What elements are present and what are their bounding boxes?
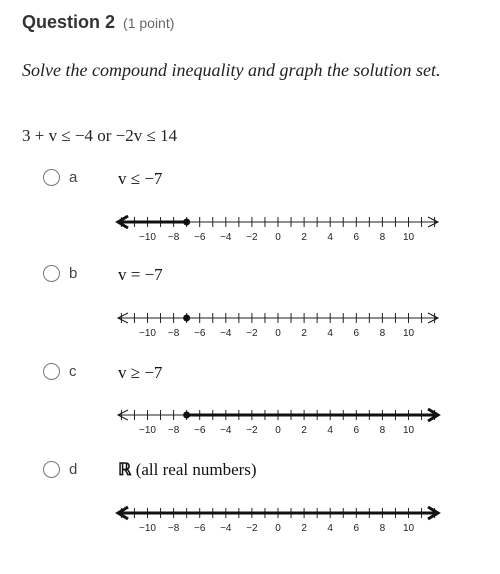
tick-label: −8 (167, 523, 180, 534)
tick-label: −2 (246, 523, 258, 534)
tick-label: −4 (220, 232, 232, 243)
real-numbers-label: (all real numbers) (131, 460, 257, 479)
tick-label: −2 (246, 232, 258, 243)
tick-label: −4 (220, 425, 232, 436)
tick-label: −6 (193, 232, 206, 243)
tick-label: 10 (402, 425, 415, 436)
tick-label: 4 (327, 328, 333, 339)
tick-label: 6 (353, 232, 360, 243)
tick-label: 6 (353, 328, 360, 339)
tick-label: −6 (193, 425, 206, 436)
question-title: Question 2 (22, 12, 116, 32)
tick-label: −8 (167, 328, 180, 339)
answer-option-d[interactable] (0, 458, 500, 554)
tick-label: 4 (327, 425, 333, 436)
question-points: (1 point) (123, 15, 175, 31)
tick-label: −10 (139, 232, 156, 243)
tick-label: 8 (379, 232, 386, 243)
tick-label: −10 (139, 523, 156, 534)
tick-label: 6 (353, 523, 360, 534)
radio-button-a[interactable] (43, 169, 60, 186)
option-text-c: v ≥ −7 (118, 363, 163, 382)
tick-label: 2 (301, 328, 307, 339)
solution-point (184, 219, 190, 225)
tick-label: −2 (246, 328, 258, 339)
question-header (22, 12, 174, 33)
option-letter-b: b (69, 265, 78, 282)
answer-option-b[interactable] (0, 262, 500, 358)
answer-option-a[interactable] (0, 166, 500, 262)
answer-option-c[interactable] (0, 360, 500, 456)
option-letter-a: a (69, 169, 78, 186)
tick-label: 6 (353, 425, 360, 436)
tick-label: 2 (301, 425, 307, 436)
option-text-d (118, 460, 257, 480)
tick-label: 4 (327, 232, 333, 243)
inequality-problem: 3 + v ≤ −4 or −2v ≤ 14 (22, 126, 178, 145)
tick-label: −8 (167, 425, 180, 436)
tick-label: −10 (139, 328, 156, 339)
option-text-a: v ≤ −7 (118, 169, 163, 188)
radio-button-c[interactable] (43, 363, 60, 380)
tick-label: 0 (275, 328, 281, 339)
tick-label: 8 (379, 523, 386, 534)
tick-label: 2 (301, 232, 307, 243)
number-line-b (116, 306, 446, 346)
radio-button-b[interactable] (43, 265, 60, 282)
tick-label: 8 (379, 425, 386, 436)
tick-label: 0 (275, 523, 281, 534)
solution-point (184, 412, 190, 418)
tick-label: 4 (327, 523, 333, 534)
tick-label: 10 (402, 523, 415, 534)
number-line-c (116, 403, 446, 443)
tick-label: −10 (139, 425, 156, 436)
option-text-b: v = −7 (118, 265, 163, 284)
tick-label: −2 (246, 425, 258, 436)
tick-label: −6 (193, 328, 206, 339)
tick-label: −4 (220, 328, 232, 339)
tick-label: 0 (275, 425, 281, 436)
tick-label: 8 (379, 328, 386, 339)
tick-label: −8 (167, 232, 180, 243)
question-prompt: Solve the compound inequality and graph the solution set. (22, 60, 441, 80)
option-letter-c: c (69, 363, 77, 380)
tick-label: 2 (301, 523, 307, 534)
number-line-d (116, 501, 446, 541)
real-numbers-symbol: ℝ (118, 460, 132, 479)
tick-label: 0 (275, 232, 281, 243)
radio-button-d[interactable] (43, 461, 60, 478)
option-letter-d: d (69, 461, 78, 478)
tick-label: 10 (402, 232, 415, 243)
tick-label: 10 (402, 328, 415, 339)
solution-point (184, 315, 190, 321)
tick-label: −4 (220, 523, 232, 534)
number-line-a (116, 210, 446, 250)
tick-label: −6 (193, 523, 206, 534)
